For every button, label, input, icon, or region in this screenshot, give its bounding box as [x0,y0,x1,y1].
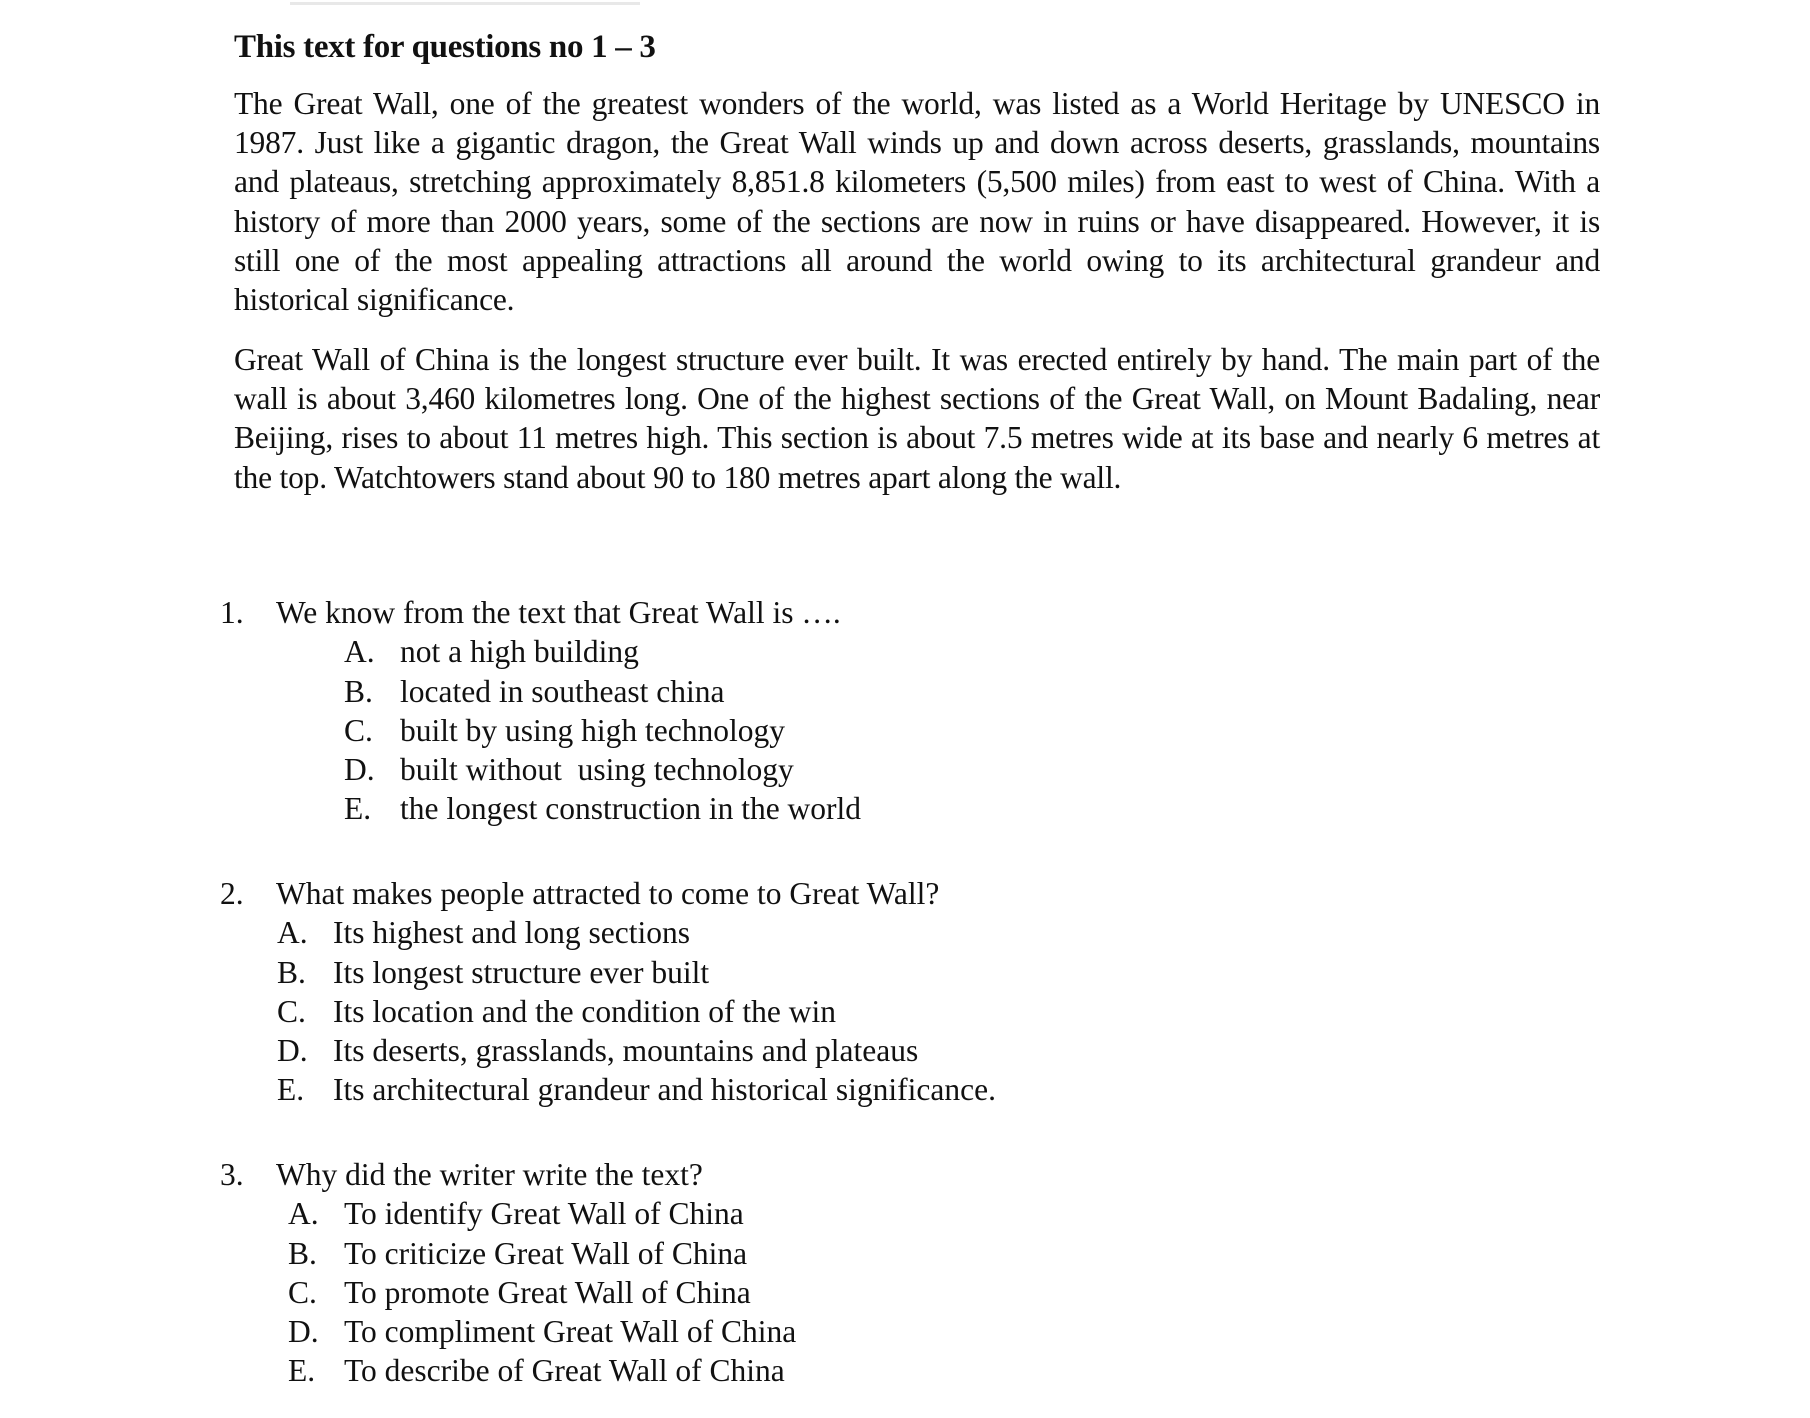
option-c [344,711,861,750]
question-stem [220,874,996,913]
option-text: Its deserts, grasslands, mountains and plateaus [333,1033,919,1069]
option-d [277,1031,996,1070]
question-text: Why did the writer write the text? [276,1157,703,1192]
option-text: built without using technology [400,752,794,788]
question-number: 2. [220,876,244,911]
option-c [288,1273,796,1312]
option-text: To promote Great Wall of China [344,1274,751,1310]
option-letter: D. [277,1033,308,1069]
option-a [288,1194,796,1233]
option-letter: B. [344,673,373,709]
option-text: the longest construction in the world [400,791,862,827]
cropped-previous-line [290,0,640,5]
passage-paragraph-2: Great Wall of China is the longest structure ever built. It was erected entirely by hand. The main part of the wall is about 3,460 kilometres long. One of the highest sections of the Great Wall, on Mount Badaling, near Beijing, rises to about 11 metres high. This section is about 7.5 metres wide at its base and nearly 6 metres at the top. Watchtowers stand about 90 to 180 metres apart along the wall. [234,342,1600,495]
section-heading: This text for questions no 1 – 3 [234,29,656,65]
question-2 [220,874,996,1110]
question-text: We know from the text that Great Wall is …. [276,595,841,630]
question-stem [220,593,861,632]
option-text: To criticize Great Wall of China [344,1235,748,1271]
option-text: To identify Great Wall of China [344,1196,744,1232]
question-text: What makes people attracted to come to Great Wall? [276,876,940,911]
option-letter: A. [344,634,375,670]
option-b [277,953,996,992]
option-e [288,1351,796,1390]
option-e [344,789,861,828]
option-letter: C. [288,1274,317,1310]
question-1 [220,593,861,829]
option-list [277,913,996,1109]
option-b [288,1234,796,1273]
option-text: Its highest and long sections [333,915,690,951]
option-text: Its longest structure ever built [333,954,710,990]
question-stem [220,1155,796,1194]
passage-paragraph-1: The Great Wall, one of the greatest wonders of the world, was listed as a World Heritage by UNESCO in 1987. Just like a gigantic dragon, the Great Wall winds up and down across deserts, grasslands, mountains and plateaus, stretching approximately 8,851.8 kilometers (5,500 miles) from east to west of China. With a history of more than 2000 years, some of the sections are now in ruins or have disappeared. However, it is still one of the most appealing attractions all around the world owing to its architectural grandeur and historical significance. [234,86,1600,318]
option-letter: E. [288,1353,316,1389]
option-letter: B. [277,954,306,990]
option-b [344,672,861,711]
option-text: To describe of Great Wall of China [344,1353,785,1389]
option-letter: C. [344,712,373,748]
option-letter: D. [344,752,375,788]
option-c [277,992,996,1031]
option-text: Its architectural grandeur and historical significance. [333,1072,996,1108]
option-letter: E. [344,791,372,827]
option-text: not a high building [400,634,639,670]
option-letter: C. [277,993,306,1029]
option-letter: D. [288,1314,319,1350]
option-d [344,750,861,789]
option-text: To compliment Great Wall of China [344,1314,797,1350]
option-list [288,1194,796,1390]
question-number: 3. [220,1157,244,1192]
option-letter: A. [277,915,308,951]
option-text: built by using high technology [400,712,785,748]
option-a [277,913,996,952]
question-3 [220,1155,796,1391]
option-text: Its location and the condition of the win [333,993,837,1029]
option-e [277,1070,996,1109]
option-d [288,1312,796,1351]
option-list [344,632,861,828]
option-letter: A. [288,1196,319,1232]
option-a [344,632,861,671]
option-letter: E. [277,1072,305,1108]
question-number: 1. [220,595,244,630]
option-letter: B. [288,1235,317,1271]
option-text: located in southeast china [400,673,725,709]
